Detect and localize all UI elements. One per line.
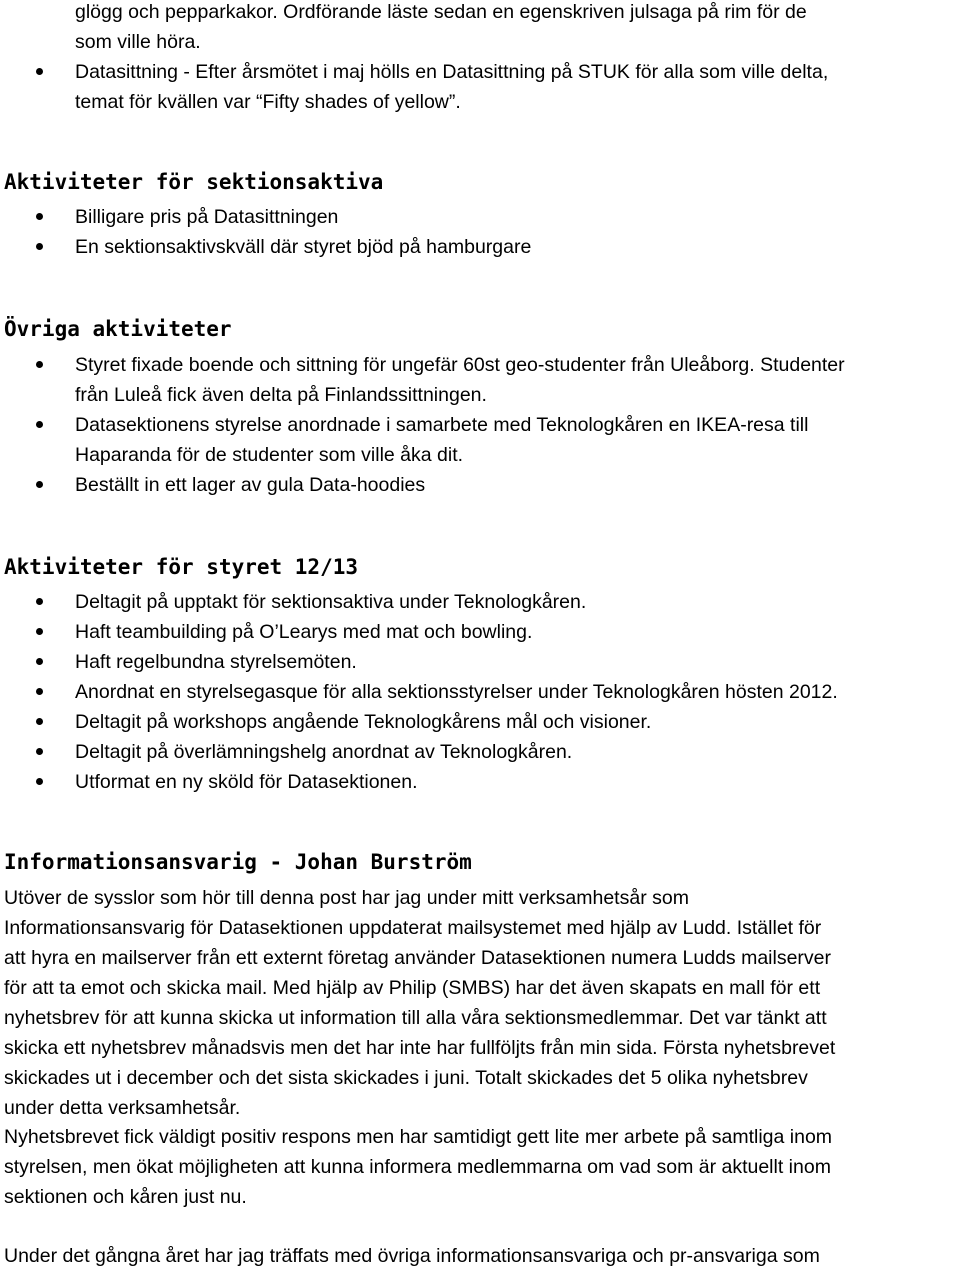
text-line: Deltagit på överlämningshelg anordnat av Teknologkåren. (75, 741, 573, 763)
list-item (0, 647, 960, 677)
text-line: från Luleå fick även delta på Finlandssittningen. (75, 384, 487, 406)
text-line: Utöver de sysslor som hör till denna post har jag under mitt verksamhetsår som (4, 887, 689, 909)
bullet-list (0, 202, 960, 262)
text-line: glögg och pepparkakor. Ordförande läste sedan en egenskriven julsaga på rim för de (75, 1, 807, 23)
list-item (0, 587, 960, 617)
text-line: Haft regelbundna styrelsemöten. (75, 651, 357, 673)
section-list-block (0, 202, 960, 262)
text-line: En sektionsaktivskväll där styret bjöd på hamburgare (75, 236, 532, 258)
bullet-icon (36, 778, 43, 785)
section-list-block (0, 587, 960, 797)
paragraph (4, 1122, 954, 1212)
text-line: Styret fixade boende och sittning för ungefär 60st geo-studenter från Uleåborg. Studenter (75, 354, 845, 376)
list-item (0, 470, 960, 500)
bullet-icon (36, 68, 43, 75)
bullet-list (0, 350, 960, 500)
intro-list (0, 0, 960, 117)
section-heading: Övriga aktiviteter (4, 317, 232, 341)
text-line: temat för kvällen var “Fifty shades of yellow”. (75, 91, 461, 113)
paragraph (4, 1241, 954, 1271)
list-item (0, 707, 960, 737)
text-line: Datasittning - Efter årsmötet i maj hölls en Datasittning på STUK för alla som ville delta, (75, 61, 829, 83)
list-item (0, 350, 960, 410)
list-item (0, 737, 960, 767)
intro-block (0, 0, 960, 117)
text-line: Billigare pris på Datasittningen (75, 206, 339, 228)
text-line: som ville höra. (75, 31, 201, 53)
text-line: Datasektionens styrelse anordnade i samarbete med Teknologkåren en IKEA-resa till (75, 414, 809, 436)
bullet-icon (36, 481, 43, 488)
bullet-icon (36, 748, 43, 755)
bullet-icon (36, 688, 43, 695)
text-line: Nyhetsbrevet fick väldigt positiv respons men har samtidigt gett lite mer arbete på samtliga inom (4, 1126, 833, 1148)
bullet-icon (36, 718, 43, 725)
text-line: nyhetsbrev för att kunna skicka ut information till alla våra sektionsmedlemmar. Det var tänkt att (4, 1007, 827, 1029)
section-heading: Aktiviteter för sektionsaktiva (4, 170, 384, 194)
bullet-icon (36, 361, 43, 368)
list-item (0, 677, 960, 707)
text-line: sektionen och kåren just nu. (4, 1186, 247, 1208)
bullet-list (0, 587, 960, 797)
text-line: Deltagit på upptakt för sektionsaktiva under Teknologkåren. (75, 591, 587, 613)
list-item (0, 232, 960, 262)
text-line: för att ta emot och skicka mail. Med hjälp av Philip (SMBS) har det även skapats en mall för ett (4, 977, 821, 999)
text-line: Informationsansvarig för Datasektionen uppdaterat mailsystemet med hjälp av Ludd. Istället för (4, 917, 822, 939)
bullet-icon (36, 213, 43, 220)
bullet-icon (36, 658, 43, 665)
text-line: Haparanda för de studenter som ville åka dit. (75, 444, 464, 466)
text-line: under detta verksamhetsår. (4, 1097, 241, 1119)
list-item (0, 767, 960, 797)
text-line: Beställt in ett lager av gula Data-hoodies (75, 474, 426, 496)
text-line: att hyra en mailserver från ett externt företag använder Datasektionen numera Ludds mailserver (4, 947, 832, 969)
bullet-icon (36, 598, 43, 605)
bullet-icon (36, 628, 43, 635)
section-heading: Aktiviteter för styret 12/13 (4, 555, 359, 579)
section-heading: Informationsansvarig - Johan Burström (4, 850, 472, 874)
list-item (0, 410, 960, 470)
section-list-block (0, 350, 960, 500)
list-item (0, 617, 960, 647)
bullet-icon (36, 243, 43, 250)
text-line: Haft teambuilding på O’Learys med mat och bowling. (75, 621, 533, 643)
text-line: skicka ett nyhetsbrev månadsvis men det har inte har fullföljts från min sida. Första nyhetsbrevet (4, 1037, 836, 1059)
bullet-icon (36, 421, 43, 428)
text-line: Under det gångna året har jag träffats med övriga informationsansvariga och pr-ansvariga som (4, 1245, 820, 1267)
text-line: styrelsen, men ökat möjligheten att kunna informera medlemmarna om vad som är aktuellt inom (4, 1156, 831, 1178)
list-item (0, 202, 960, 232)
text-line: Deltagit på workshops angående Teknologkårens mål och visioner. (75, 711, 652, 733)
text-line: skickades ut i december och det sista skickades i juni. Totalt skickades det 5 olika nyhetsbrev (4, 1067, 808, 1089)
list-item-continuation (0, 0, 960, 57)
list-item (0, 57, 960, 117)
text-line: Utformat en ny sköld för Datasektionen. (75, 771, 418, 793)
text-line: Anordnat en styrelsegasque för alla sektionsstyrelser under Teknologkåren hösten 2012. (75, 681, 838, 703)
paragraph (4, 883, 954, 1123)
